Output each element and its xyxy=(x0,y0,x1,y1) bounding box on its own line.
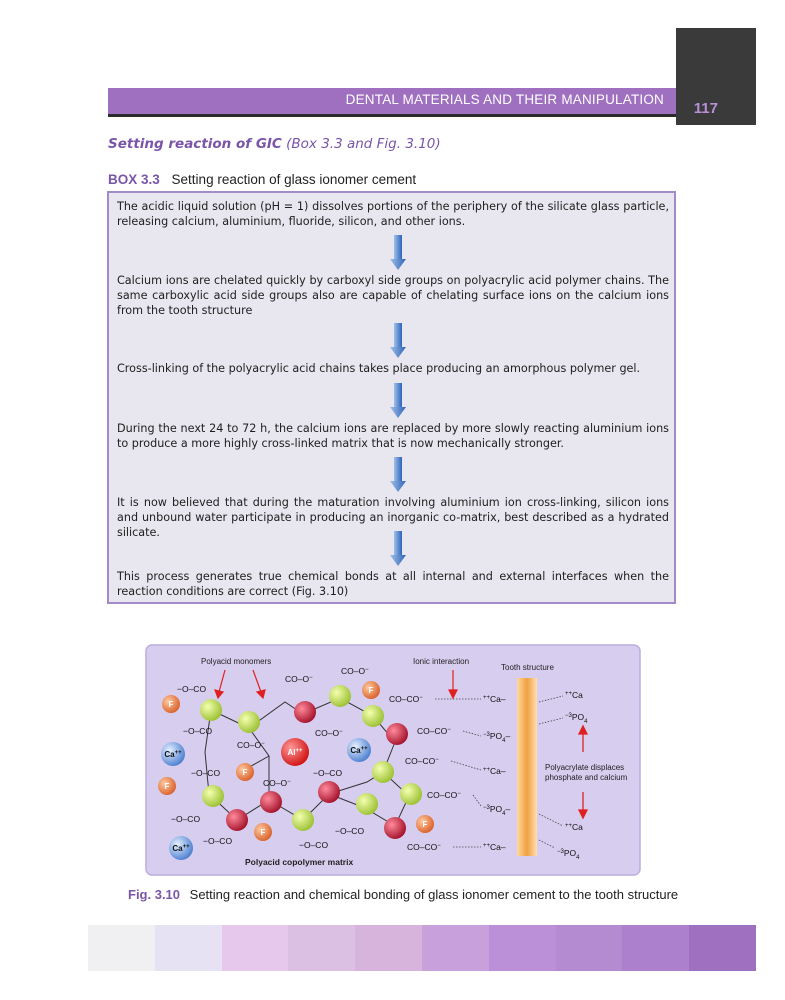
calcium-label: Ca++ xyxy=(164,750,182,759)
step-2: Calcium ions are chelated quickly by carboxyl side groups on polyacrylic acid polymer chains. The same carboxylic acid side groups also are capable of chelating surface ions on the calcium ions from the tooth structure xyxy=(117,274,669,317)
fluoride-label: F xyxy=(164,782,170,791)
carboxyl-label: CO–O− xyxy=(341,666,369,676)
carboxyl-label: CO–O− xyxy=(237,740,265,750)
step-3: Cross-linking of the polyacrylic acid chains takes place producing an amorphous polymer gel. xyxy=(117,362,641,375)
displacement-note-line1: Polyacrylate displaces xyxy=(545,763,625,772)
polyacid-unit-red xyxy=(226,809,248,831)
fluoride-label: F xyxy=(422,820,428,829)
polyacid-unit-yellow xyxy=(400,783,422,805)
fluoride-label: F xyxy=(242,768,248,777)
carboxyl-label: −O–CO xyxy=(183,726,213,736)
calcium-bond-label: ++Ca– xyxy=(483,842,506,852)
polyacid-unit-red xyxy=(260,791,282,813)
calcium-bond-label: ++Ca– xyxy=(483,694,506,704)
released-phosphate: $^{-3}PO_4$ xyxy=(557,848,580,861)
color-strip-segment xyxy=(422,925,489,971)
section-heading-ref: (Box 3.3 and Fig. 3.10) xyxy=(286,136,441,152)
chain-end-label: CO–CO− xyxy=(389,694,423,704)
fluoride-label: F xyxy=(168,700,174,709)
color-strip-segment xyxy=(155,925,222,971)
color-strip-segment xyxy=(222,925,289,971)
color-strip-segment xyxy=(622,925,689,971)
released-calcium: ++Ca xyxy=(565,822,583,832)
color-strip-segment xyxy=(689,925,756,971)
box-number: BOX 3.3 xyxy=(108,172,160,187)
section-heading xyxy=(108,136,441,152)
chain-end-label: CO–CO− xyxy=(405,756,439,766)
carboxyl-label: −O–CO xyxy=(203,836,233,846)
step-4: During the next 24 to 72 h, the calcium ions are replaced by more slowly reacting aluminium ions to produce a more highly cross-linked matrix that is now mechanically stronger. xyxy=(117,422,669,450)
polyacid-unit-yellow xyxy=(238,711,260,733)
figure-caption xyxy=(128,887,678,902)
section-heading-title: Setting reaction of GIC xyxy=(108,136,282,152)
color-strip-segment xyxy=(489,925,556,971)
polyacid-unit-red xyxy=(386,723,408,745)
page-number-tab xyxy=(676,28,756,125)
label-polyacid-monomers: Polyacid monomers xyxy=(201,657,272,666)
page-number: 117 xyxy=(693,100,718,117)
decorative-color-strip xyxy=(88,925,756,971)
tooth-structure-bar xyxy=(517,678,537,856)
color-strip-segment xyxy=(556,925,623,971)
polyacid-unit-yellow xyxy=(362,705,384,727)
carboxyl-label: −O–CO xyxy=(299,840,329,850)
color-strip-segment xyxy=(355,925,422,971)
running-header xyxy=(108,88,676,117)
released-phosphate: $^{-3}PO_4$ xyxy=(565,712,588,725)
polyacid-unit-red xyxy=(294,701,316,723)
carboxyl-label: −O–CO xyxy=(313,768,343,778)
phosphate-bond-label: $^{-3}PO_4-$ xyxy=(483,731,511,744)
figure-caption-text: Setting reaction and chemical bonding of glass ionomer cement to the tooth structure xyxy=(189,887,679,902)
carboxyl-label: CO–O− xyxy=(315,728,343,738)
fluoride-label: F xyxy=(260,828,266,837)
gic-bonding-diagram xyxy=(145,644,641,876)
carboxyl-label: CO–O− xyxy=(285,674,313,684)
box-label xyxy=(108,172,416,187)
fluoride-label: F xyxy=(368,686,374,695)
aluminium-label: Al++ xyxy=(287,748,303,757)
displacement-note-line2: phosphate and calcium xyxy=(545,773,628,782)
chain-end-label: CO–CO− xyxy=(427,790,461,800)
down-arrow-icon xyxy=(390,235,406,271)
polyacid-unit-yellow xyxy=(200,699,222,721)
carboxyl-label: −O–CO xyxy=(177,684,207,694)
carboxyl-label: CO–O− xyxy=(263,778,291,788)
running-header-title: DENTAL MATERIALS AND THEIR MANIPULATION xyxy=(345,92,664,107)
label-tooth-structure: Tooth structure xyxy=(501,663,554,672)
down-arrow-icon xyxy=(390,457,406,493)
step-5: It is now believed that during the maturation involving aluminium ion cross-linking, silicon ions and unbound water participate in producing an inorganic co-matrix, best described as a hydrated silicate. xyxy=(117,496,669,539)
down-arrow-icon xyxy=(390,531,406,567)
color-strip-segment xyxy=(288,925,355,971)
down-arrow-icon xyxy=(390,323,406,359)
polyacid-unit-yellow xyxy=(372,761,394,783)
polyacid-unit-red xyxy=(318,781,340,803)
polyacid-unit-yellow xyxy=(292,809,314,831)
step-6: This process generates true chemical bonds at all internal and external interfaces when the reaction conditions are correct (Fig. 3.10) xyxy=(117,570,669,598)
down-arrow-icon xyxy=(390,383,406,419)
polyacid-unit-red xyxy=(384,817,406,839)
polyacid-unit-yellow xyxy=(202,785,224,807)
box-title: Setting reaction of glass ionomer cement xyxy=(171,172,417,187)
setting-reaction-box xyxy=(107,191,676,604)
polyacid-unit-yellow xyxy=(356,793,378,815)
calcium-bond-label: ++Ca– xyxy=(483,766,506,776)
color-strip-segment xyxy=(88,925,155,971)
label-copolymer-matrix: Polyacid copolymer matrix xyxy=(245,857,354,867)
phosphate-bond-label: $^{-3}PO_4-$ xyxy=(483,804,511,817)
step-1: The acidic liquid solution (pH = 1) dissolves portions of the periphery of the silicate glass particle, releasing calcium, aluminium, fluoride, silicon, and other ions. xyxy=(117,200,669,228)
chain-end-label: CO–CO− xyxy=(417,726,451,736)
carboxyl-label: −O–CO xyxy=(171,814,201,824)
label-ionic-interaction: Ionic interaction xyxy=(413,657,470,666)
figure-number: Fig. 3.10 xyxy=(128,887,181,902)
released-calcium: ++Ca xyxy=(565,690,583,700)
calcium-label: Ca++ xyxy=(172,844,190,853)
chain-end-label: CO–CO− xyxy=(407,842,441,852)
polyacid-unit-yellow xyxy=(329,685,351,707)
calcium-label: Ca++ xyxy=(350,746,368,755)
carboxyl-label: −O–CO xyxy=(191,768,221,778)
carboxyl-label: −O–CO xyxy=(335,826,365,836)
